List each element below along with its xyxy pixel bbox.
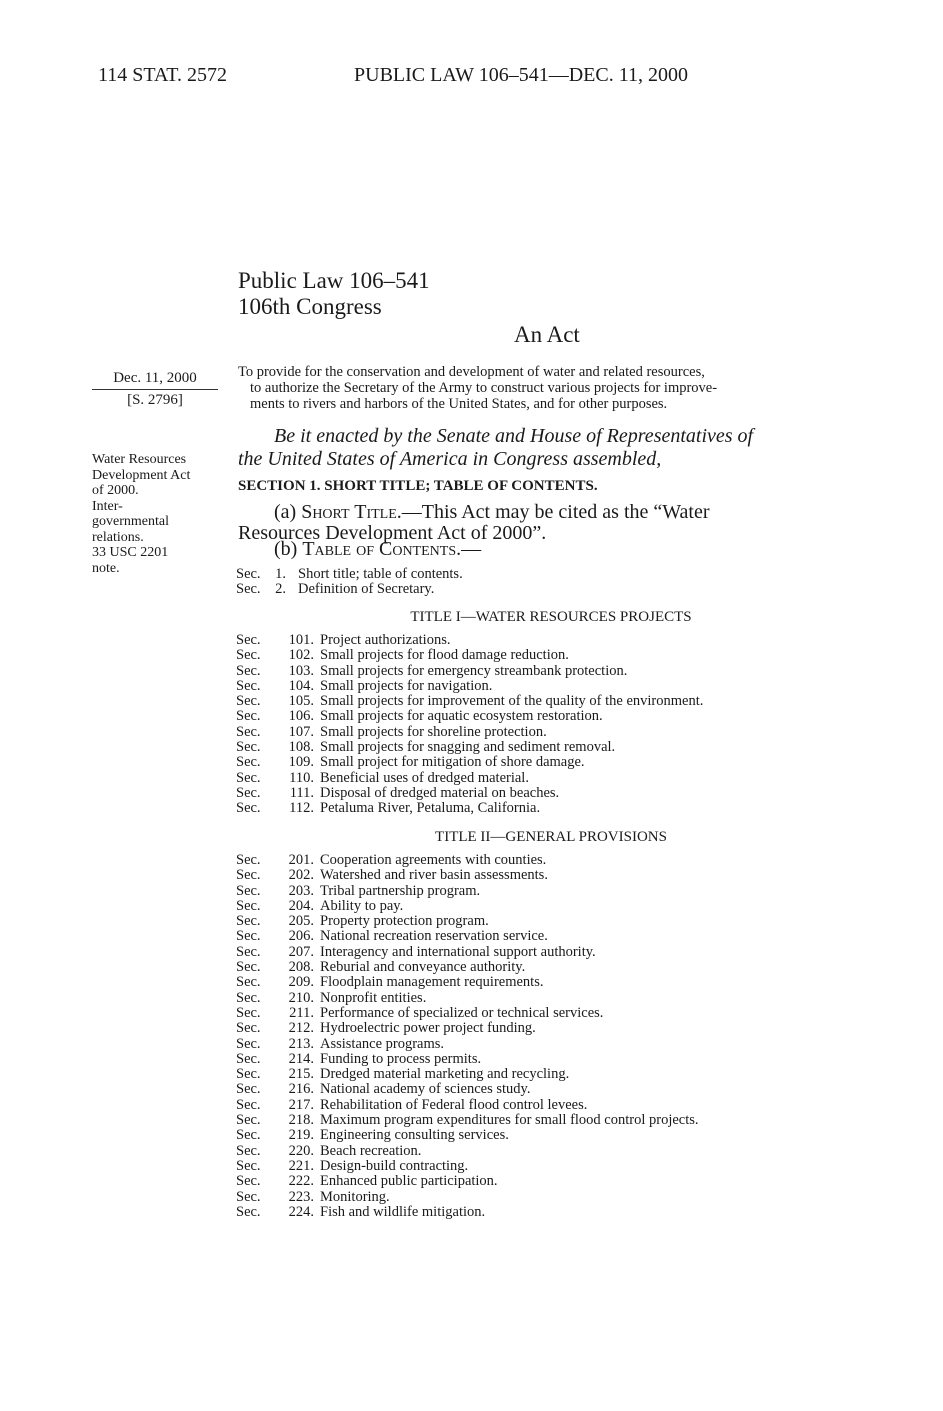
toc-title: Small projects for snagging and sediment removal. (320, 739, 616, 756)
toc-sec: Sec. (236, 1004, 261, 1021)
toc-sec: Sec. (236, 800, 261, 817)
toc-sec: Sec. (236, 754, 261, 771)
toc-num: 217. (288, 1096, 314, 1113)
margin-notes (92, 452, 222, 576)
toc-title: Short title; table of contents. (298, 566, 463, 582)
toc-title: Petaluma River, Petaluma, California. (320, 800, 541, 817)
toc-row (236, 975, 699, 990)
toc-title: Cooperation agreements with counties. (320, 852, 547, 868)
toc-title: Small projects for aquatic ecosystem restoration. (320, 708, 603, 725)
toc-heading (274, 538, 481, 561)
long-title-line: to authorize the Secretary of the Army to construct various projects for improve- (250, 380, 718, 396)
toc-title: Engineering consulting services. (320, 1127, 509, 1144)
toc-title: Small projects for navigation. (320, 677, 493, 694)
subsection-suffix: .— (456, 538, 482, 560)
toc-num: 224. (288, 1203, 314, 1220)
toc-num: 219. (288, 1127, 314, 1144)
toc-num: 207. (288, 943, 314, 960)
toc-row (236, 664, 703, 679)
toc-row (236, 801, 703, 816)
toc-row (236, 582, 463, 597)
toc-title: Maximum program expenditures for small flood control projects. (320, 1112, 699, 1129)
bill-number: [S. 2796] (127, 392, 183, 408)
toc-sec: Sec. (236, 566, 261, 582)
toc-sec: Sec. (236, 708, 261, 725)
toc-title: Reburial and conveyance authority. (320, 959, 526, 976)
toc-num: 201. (288, 852, 314, 868)
toc-num: 204. (288, 897, 314, 914)
toc-row (236, 991, 699, 1006)
toc-row (236, 786, 703, 801)
toc-row (236, 1052, 699, 1067)
toc-sec: Sec. (236, 677, 261, 694)
toc-sec: Sec. (236, 959, 261, 976)
toc-title: Funding to process permits. (320, 1050, 482, 1067)
toc-title: Beneficial uses of dredged material. (320, 769, 529, 786)
short-title-text: Resources Development Act of 2000”. (238, 522, 547, 544)
toc-row (236, 694, 703, 709)
toc-num: 209. (288, 974, 314, 991)
toc-row (236, 914, 699, 929)
enacting-line: Be it enacted by the Senate and House of Representatives of (274, 425, 754, 447)
margin-note: Inter- (92, 498, 123, 514)
toc-row (236, 868, 699, 883)
toc-sec: Sec. (236, 739, 261, 756)
toc-sec: Sec. (236, 647, 261, 664)
toc-num: 208. (288, 959, 314, 976)
toc-title: Definition of Secretary. (298, 581, 435, 598)
margin-note: 33 USC 2201 (92, 545, 169, 560)
toc-row (236, 1128, 699, 1143)
enactment-date: Dec. 11, 2000 (92, 370, 218, 390)
margin-note: Development Act (92, 467, 191, 483)
toc-title: Performance of specialized or technical services. (320, 1004, 604, 1021)
long-title-line: To provide for the conservation and development of water and related resources, (238, 364, 705, 380)
toc-sec: Sec. (236, 581, 261, 598)
toc-title: Dredged material marketing and recycling. (320, 1066, 570, 1083)
toc-sec: Sec. (236, 943, 261, 960)
toc-title: Tribal partnership program. (320, 882, 481, 899)
toc-sec: Sec. (236, 1112, 261, 1129)
toc-title: Nonprofit entities. (320, 989, 427, 1006)
toc-row (236, 1190, 699, 1205)
toc-num: 222. (288, 1173, 314, 1190)
toc-title: Floodplain management requirements. (320, 974, 544, 991)
toc-row (236, 679, 703, 694)
toc-title: National recreation reservation service. (320, 928, 548, 945)
toc-sec: Sec. (236, 1142, 261, 1159)
toc-title-ii-list (236, 853, 699, 1220)
toc-sec: Sec. (236, 769, 261, 786)
toc-num: 203. (288, 882, 314, 899)
title-ii-heading: TITLE II—GENERAL PROVISIONS (435, 829, 667, 845)
toc-title: Assistance programs. (320, 1035, 445, 1052)
toc-num: 1. (275, 566, 286, 582)
toc-num: 205. (288, 913, 314, 930)
toc-title: Small projects for emergency streambank protection. (320, 662, 628, 679)
toc-title: National academy of sciences study. (320, 1081, 531, 1098)
toc-num: 2. (275, 581, 286, 598)
toc-row (236, 945, 699, 960)
short-title-text: .—This Act may be cited as the “Water (396, 501, 710, 523)
toc-row (236, 709, 703, 724)
toc-row (236, 1113, 699, 1128)
toc-title: Rehabilitation of Federal flood control levees. (320, 1096, 588, 1113)
toc-row (236, 1205, 699, 1220)
margin-note: Water Resources (92, 452, 187, 467)
toc-num: 221. (288, 1157, 314, 1174)
margin-date-block (92, 370, 218, 409)
toc-row (236, 633, 703, 648)
enacting-line: the United States of America in Congress assembled, (238, 448, 662, 470)
toc-sec: Sec. (236, 1066, 261, 1083)
toc-num: 214. (288, 1050, 314, 1067)
toc-row (236, 648, 703, 663)
toc-row (236, 771, 703, 786)
statute-page-ref: 114 STAT. 2572 (98, 64, 227, 86)
toc-num: 102. (288, 647, 314, 664)
toc-title: Small projects for improvement of the quality of the environment. (320, 693, 704, 710)
toc-row (236, 1067, 699, 1082)
toc-sec: Sec. (236, 928, 261, 945)
toc-title: Disposal of dredged material on beaches. (320, 784, 560, 801)
toc-num: 110. (289, 769, 314, 786)
toc-title: Interagency and international support authority. (320, 943, 596, 960)
toc-row (236, 1174, 699, 1189)
toc-sec: Sec. (236, 1096, 261, 1113)
toc-row (236, 1159, 699, 1174)
toc-sec: Sec. (236, 1127, 261, 1144)
toc-sec: Sec. (236, 1020, 261, 1037)
toc-row (236, 899, 699, 914)
margin-note: relations. (92, 529, 144, 545)
toc-row (236, 1021, 699, 1036)
long-title-line: ments to rivers and harbors of the United States, and for other purposes. (250, 396, 668, 412)
toc-row (236, 567, 463, 582)
toc-intro (236, 567, 463, 598)
toc-title: Monitoring. (320, 1188, 390, 1205)
toc-num: 106. (288, 708, 314, 725)
toc-sec: Sec. (236, 632, 261, 648)
toc-sec: Sec. (236, 1173, 261, 1190)
toc-title: Watershed and river basin assessments. (320, 867, 548, 884)
toc-num: 202. (288, 867, 314, 884)
toc-sec: Sec. (236, 974, 261, 991)
toc-sec: Sec. (236, 693, 261, 710)
toc-num: 112. (289, 800, 314, 817)
toc-sec: Sec. (236, 1035, 261, 1052)
toc-title: Property protection program. (320, 913, 489, 930)
toc-row (236, 1144, 699, 1159)
toc-num: 206. (288, 928, 314, 945)
toc-title: Small project for mitigation of shore damage. (320, 754, 585, 771)
toc-row (236, 755, 703, 770)
toc-title: Small projects for flood damage reduction. (320, 647, 569, 664)
margin-note: governmental (92, 514, 169, 529)
toc-num: 111. (289, 784, 314, 801)
toc-num: 105. (288, 693, 314, 710)
toc-sec: Sec. (236, 1157, 261, 1174)
toc-num: 213. (288, 1035, 314, 1052)
public-law-number: Public Law 106–541 (238, 268, 430, 293)
toc-sec: Sec. (236, 852, 261, 868)
toc-sec: Sec. (236, 882, 261, 899)
toc-title: Hydroelectric power project funding. (320, 1020, 536, 1037)
toc-num: 101. (288, 632, 314, 648)
toc-num: 218. (288, 1112, 314, 1129)
toc-title: Design-build contracting. (320, 1157, 469, 1174)
toc-num: 109. (288, 754, 314, 771)
toc-num: 223. (288, 1188, 314, 1205)
toc-title: Small projects for shoreline protection. (320, 723, 547, 740)
toc-title-i-list (236, 633, 703, 817)
toc-num: 211. (289, 1004, 314, 1021)
toc-title: Fish and wildlife mitigation. (320, 1203, 486, 1220)
an-act-heading: An Act (514, 322, 580, 347)
toc-row (236, 1037, 699, 1052)
toc-title: Project authorizations. (320, 632, 451, 648)
toc-row (236, 884, 699, 899)
law-and-date: PUBLIC LAW 106–541—DEC. 11, 2000 (354, 64, 688, 86)
toc-sec: Sec. (236, 1188, 261, 1205)
toc-num: 104. (288, 677, 314, 694)
toc-sec: Sec. (236, 723, 261, 740)
toc-title: Ability to pay. (320, 897, 404, 914)
toc-row (236, 725, 703, 740)
toc-num: 108. (288, 739, 314, 756)
toc-sec: Sec. (236, 913, 261, 930)
toc-sec: Sec. (236, 1203, 261, 1220)
toc-num: 107. (288, 723, 314, 740)
toc-row (236, 1006, 699, 1021)
toc-num: 210. (288, 989, 314, 1006)
toc-sec: Sec. (236, 784, 261, 801)
toc-sec: Sec. (236, 897, 261, 914)
toc-num: 215. (288, 1066, 314, 1083)
margin-note: note. (92, 560, 120, 576)
toc-sec: Sec. (236, 1050, 261, 1067)
toc-title: Enhanced public participation. (320, 1173, 498, 1190)
toc-sec: Sec. (236, 1081, 261, 1098)
long-title (238, 364, 864, 412)
toc-num: 220. (288, 1142, 314, 1159)
toc-sec: Sec. (236, 867, 261, 884)
subsection-caption: Table of Contents (302, 538, 457, 560)
law-heading (238, 268, 430, 320)
toc-num: 212. (288, 1020, 314, 1037)
toc-row (236, 1082, 699, 1097)
enacting-clause (238, 425, 864, 471)
congress-number: 106th Congress (238, 294, 382, 319)
toc-row (236, 740, 703, 755)
toc-num: 216. (288, 1081, 314, 1098)
subsection-caption: Short Title (301, 501, 397, 523)
toc-num: 103. (288, 662, 314, 679)
subsection-label: (a) (274, 501, 302, 523)
title-i-heading: TITLE I—WATER RESOURCES PROJECTS (410, 609, 692, 625)
toc-row (236, 853, 699, 868)
section-heading: SECTION 1. SHORT TITLE; TABLE OF CONTENTS. (238, 478, 598, 494)
toc-sec: Sec. (236, 989, 261, 1006)
margin-note: of 2000. (92, 483, 139, 498)
toc-row (236, 929, 699, 944)
toc-row (236, 1098, 699, 1113)
toc-sec: Sec. (236, 662, 261, 679)
toc-title: Beach recreation. (320, 1142, 422, 1159)
subsection-label: (b) (274, 538, 303, 560)
toc-row (236, 960, 699, 975)
